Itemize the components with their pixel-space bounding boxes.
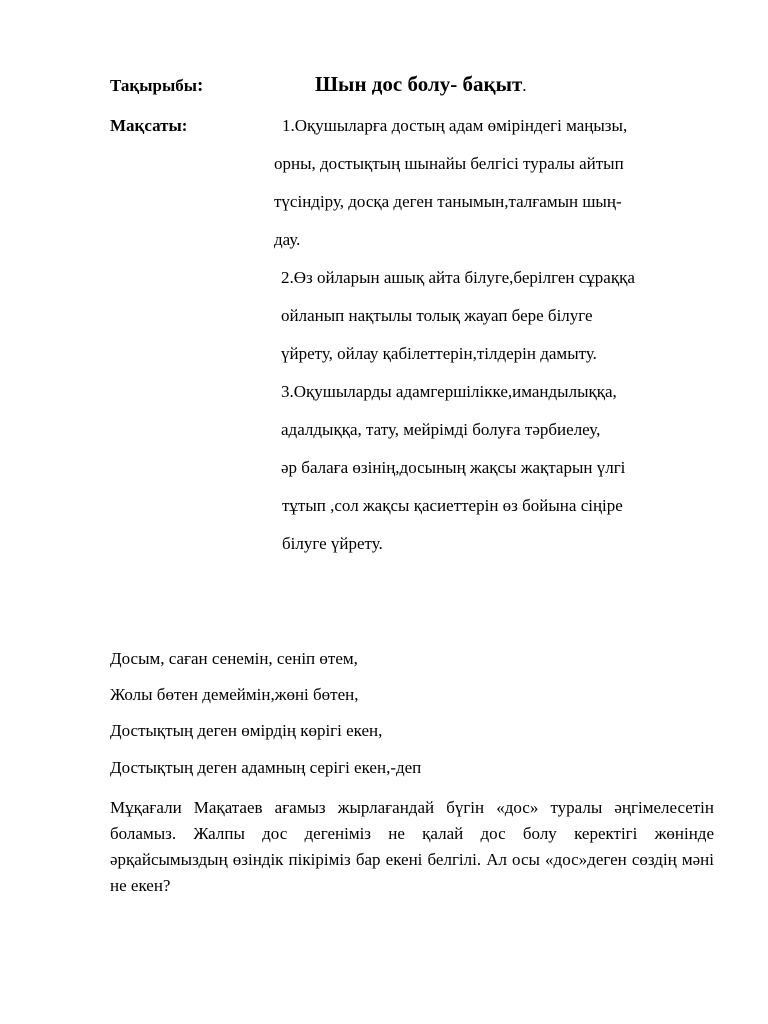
goal-line: адалдыққа, тату, мейрімді болуға тәрбиелеу, [281, 420, 601, 439]
goal-line: түсіндіру, досқа деген танымын,талғамын шың- [274, 192, 622, 211]
poem-line: Досым, саған сенемін, сеніп өтем, [110, 649, 358, 668]
lesson-title-dot: . [522, 76, 527, 95]
goal-line: білуге үйрету. [282, 534, 383, 553]
goal-line: ойланып нақтылы толық жауап бере білуге [281, 306, 593, 325]
goal-line: тұтып ,сол жақсы қасиеттерін өз бойына сіңіре [282, 496, 623, 515]
goal-line: орны, достықтың шынайы белгісі туралы айтып [274, 154, 624, 173]
topic-label [110, 74, 203, 98]
goal-line: 2.Өз ойларын ашық айта білуге,берілген сұраққа [281, 268, 635, 287]
goal-line: үйрету, ойлау қабілеттерін,тілдерін дамыту. [281, 344, 597, 363]
topic-label-colon: : [196, 75, 204, 96]
intro-paragraph: Мұқағали Мақатаев ағамыз жырлағандай бүгін «дос» туралы әңгімелесетін боламыз. Жалпы дос дегеніміз не қалай дос болу керектігі жөнінде әрқайсымыздың өзіндік пікіріміз бар екені белгілі. Ал осы «дос»деген сөздің мәні не екен? [110, 798, 714, 895]
goal-line: 3.Оқушыларды адамгершілікке,имандылыққа, [281, 382, 617, 401]
poem-line: Достықтың деген адамның серігі екен,-деп [110, 758, 422, 777]
goal-label: Мақсаты: [110, 116, 188, 135]
topic-label-text: Тақырыбы [110, 76, 197, 95]
lesson-title [315, 70, 527, 100]
goal-line: 1.Оқушыларға достың адам өміріндегі маңызы, [282, 116, 628, 135]
poem-line: Жолы бөтен демеймін,жөні бөтен, [110, 685, 359, 704]
poem-line: Достықтың деген өмірдің көрігі екен, [110, 721, 383, 740]
lesson-title-text: Шын дос болу- бақыт [315, 72, 523, 96]
goal-line: дау. [274, 230, 301, 249]
goal-line: әр балаға өзінің,досының жақсы жақтарын үлгі [281, 458, 626, 477]
